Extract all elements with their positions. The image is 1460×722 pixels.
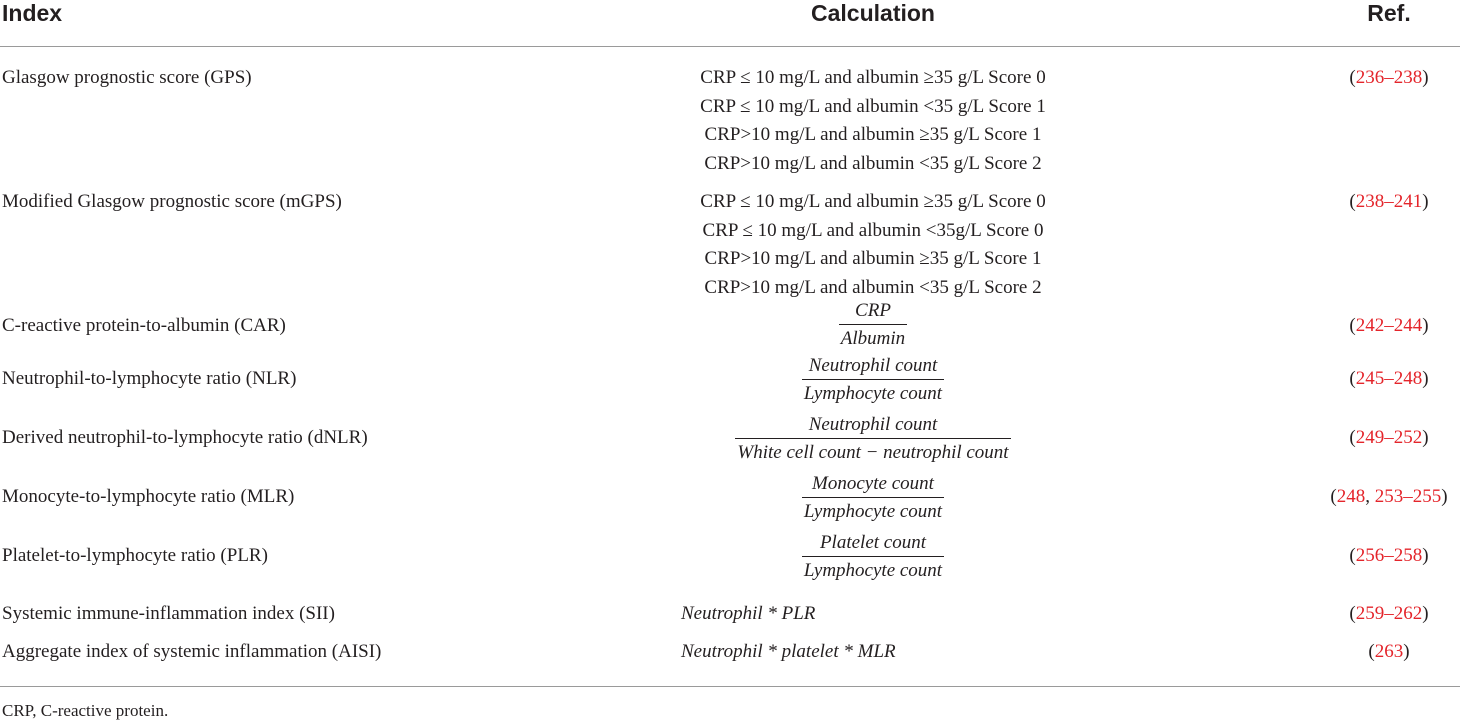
column-header-ref: Ref. <box>1367 0 1411 26</box>
column-header-calculation: Calculation <box>811 0 935 26</box>
ref-paren-close: ) <box>1441 486 1448 507</box>
row-calculation <box>570 66 1176 181</box>
reference-link[interactable]: 249–252 <box>1355 427 1423 448</box>
reference-link[interactable]: 248 <box>1336 486 1366 507</box>
header-rule <box>0 46 1460 47</box>
reference-link[interactable]: 259–262 <box>1355 603 1423 624</box>
row-reference <box>1320 190 1458 214</box>
ref-paren-open: ( <box>1349 67 1356 88</box>
ref-paren-open: ( <box>1330 486 1337 507</box>
fraction-denominator: Lymphocyte count <box>803 560 943 581</box>
fraction-numerator: Platelet count <box>819 532 927 553</box>
ref-paren-close: ) <box>1422 545 1429 566</box>
fraction-formula <box>570 352 1176 407</box>
fraction-denominator: White cell count − neutrophil count <box>737 442 1009 463</box>
fraction-denominator: Albumin <box>840 328 906 349</box>
ref-paren-open: ( <box>1368 641 1375 662</box>
calculation-line: CRP>10 mg/L and albumin <35 g/L Score 2 <box>704 277 1042 299</box>
table-footnote: CRP, C-reactive protein. <box>2 701 169 720</box>
ref-paren-close: ) <box>1422 191 1429 212</box>
calculation-line: CRP>10 mg/L and albumin ≥35 g/L Score 1 <box>704 248 1042 270</box>
reference-link[interactable]: 236–238 <box>1355 67 1423 88</box>
fraction-numerator: Neutrophil count <box>808 414 938 435</box>
reference-link[interactable]: 253–255 <box>1374 486 1442 507</box>
reference-link[interactable]: 256–258 <box>1355 545 1423 566</box>
ref-separator: , <box>1365 486 1375 507</box>
calculation-line: CRP ≤ 10 mg/L and albumin ≥35 g/L Score 0 <box>700 67 1046 88</box>
ref-paren-close: ) <box>1403 641 1410 662</box>
fraction-numerator: Monocyte count <box>812 473 934 494</box>
fraction-formula <box>570 470 1176 525</box>
row-reference <box>1320 367 1458 391</box>
fraction-formula <box>570 297 1176 352</box>
fraction-formula <box>570 411 1176 466</box>
row-index-label: C-reactive protein-to-albumin (CAR) <box>2 315 286 336</box>
row-index-label: Derived neutrophil-to-lymphocyte ratio (dNLR) <box>2 427 368 448</box>
calculation-line: CRP>10 mg/L and albumin <35 g/L Score 2 <box>704 153 1042 175</box>
row-index-label: Systemic immune-inflammation index (SII) <box>2 603 335 624</box>
ref-paren-close: ) <box>1422 67 1429 88</box>
product-formula: Neutrophil * platelet * MLR <box>681 641 896 662</box>
row-index-label: Modified Glasgow prognostic score (mGPS) <box>2 191 342 212</box>
row-index-label: Neutrophil-to-lymphocyte ratio (NLR) <box>2 368 297 389</box>
reference-link[interactable]: 263 <box>1374 641 1404 662</box>
fraction-denominator: Lymphocyte count <box>803 501 943 522</box>
product-formula: Neutrophil * PLR <box>681 603 816 624</box>
reference-link[interactable]: 245–248 <box>1355 368 1423 389</box>
ref-paren-open: ( <box>1349 603 1356 624</box>
row-reference <box>1320 314 1458 338</box>
reference-link[interactable]: 242–244 <box>1355 315 1423 336</box>
ref-paren-close: ) <box>1422 315 1429 336</box>
row-reference <box>1320 66 1458 90</box>
row-reference <box>1320 602 1458 626</box>
ref-paren-open: ( <box>1349 191 1356 212</box>
ref-paren-open: ( <box>1349 427 1356 448</box>
fraction-denominator: Lymphocyte count <box>803 383 943 404</box>
calculation-line: CRP ≤ 10 mg/L and albumin <35 g/L Score 1 <box>700 95 1046 117</box>
column-header-index: Index <box>2 0 63 26</box>
row-index-label: Monocyte-to-lymphocyte ratio (MLR) <box>2 486 295 507</box>
row-reference <box>1320 485 1458 509</box>
ref-paren-open: ( <box>1349 315 1356 336</box>
row-reference <box>1320 426 1458 450</box>
calculation-line: CRP ≤ 10 mg/L and albumin ≥35 g/L Score 0 <box>700 191 1046 212</box>
row-index-label: Platelet-to-lymphocyte ratio (PLR) <box>2 545 268 566</box>
ref-paren-close: ) <box>1422 603 1429 624</box>
row-calculation <box>570 190 1176 305</box>
fraction-numerator: CRP <box>855 300 891 321</box>
ref-paren-close: ) <box>1422 427 1429 448</box>
calculation-line: CRP>10 mg/L and albumin ≥35 g/L Score 1 <box>704 124 1042 146</box>
calculation-line: CRP ≤ 10 mg/L and albumin <35g/L Score 0 <box>702 219 1044 241</box>
ref-paren-close: ) <box>1422 368 1429 389</box>
row-index-label: Glasgow prognostic score (GPS) <box>2 67 252 88</box>
row-reference <box>1320 544 1458 568</box>
fraction-formula <box>570 529 1176 584</box>
row-reference <box>1320 640 1458 664</box>
row-index-label: Aggregate index of systemic inflammation (AISI) <box>2 641 382 662</box>
ref-paren-open: ( <box>1349 545 1356 566</box>
ref-paren-open: ( <box>1349 368 1356 389</box>
bottom-rule <box>0 686 1460 687</box>
fraction-numerator: Neutrophil count <box>808 355 938 376</box>
reference-link[interactable]: 238–241 <box>1355 191 1423 212</box>
